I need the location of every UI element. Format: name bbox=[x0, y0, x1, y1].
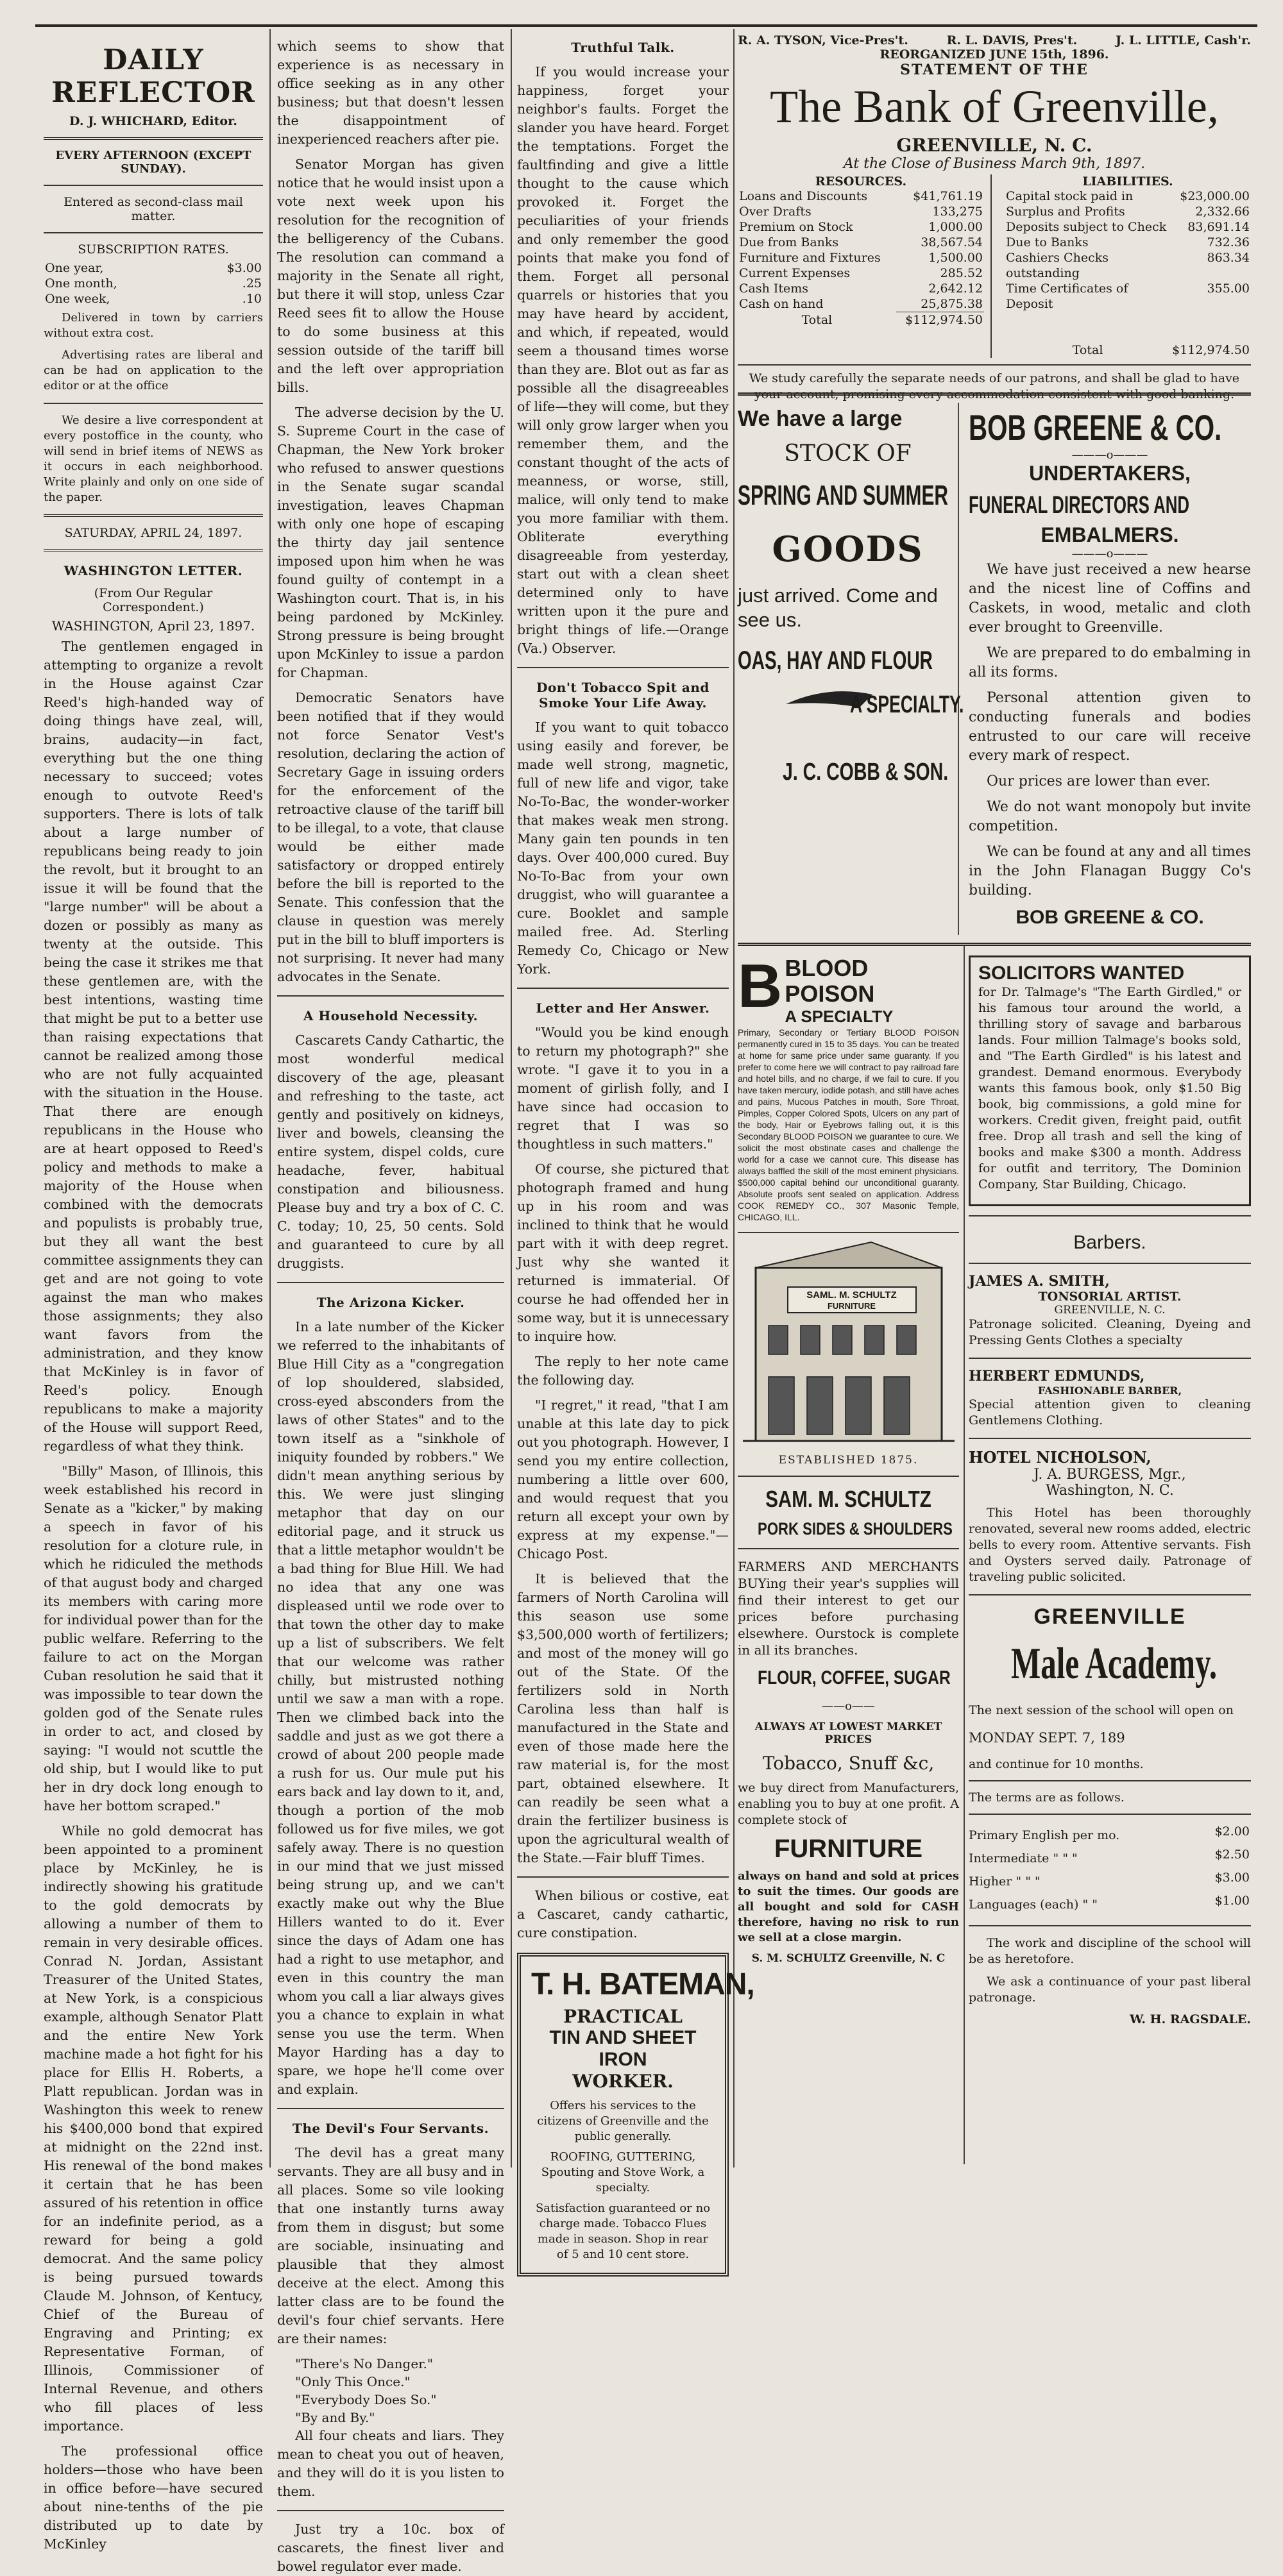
resources bbox=[738, 174, 992, 358]
rate-price: .25 bbox=[242, 276, 262, 290]
article-paragraph: "I regret," it read, "that I am unable at this late day to pick out you photograph. However, I send you my entire collection, numbering a little over 600, and would request that you return all except your own by express at my expense."—Chicago Post. bbox=[517, 1397, 729, 1562]
building-sign: SAML. M. SCHULTZ bbox=[806, 1290, 897, 1301]
academy-sign: W. H. RAGSDALE. bbox=[1130, 2012, 1251, 2026]
greene-p6: We can be found at any and all times in the John Flanagan Buggy Co's building. bbox=[969, 844, 1251, 898]
article-paragraph: The adverse decision by the U. S. Supreme Court in the case of Chapman, the New York broker who refused to answer questions in the Senate sugar scandal investigation, leaves Chapman with only one hope of escaping the thirty day jail sentence imposed upon him when he was found guilty of contempt in a Washington court. That is, in his being pardoned by McKinley. Strong pressure is being brought upon McKinley to issue a pardon for Chapman. bbox=[277, 405, 504, 680]
table-row bbox=[1005, 189, 1251, 204]
article-paragraph: All four cheats and liars. They mean to cheat you out of heaven, and they will do it is you listen to them. bbox=[277, 2428, 504, 2499]
solicitors-ad bbox=[969, 955, 1251, 1206]
schultz-building-illustration bbox=[743, 1242, 955, 1447]
column-divider bbox=[733, 29, 735, 2168]
academy-next: The next session of the school will open on bbox=[969, 1703, 1234, 1717]
advertising-note: Advertising rates are liberal and can be had on application to the editor or at the office bbox=[44, 348, 263, 392]
table-cell: Loans and Discounts bbox=[739, 189, 868, 203]
smith-title: TONSORIAL ARTIST. bbox=[1038, 1290, 1182, 1304]
table-cell: Time Certificates of Deposit bbox=[1006, 282, 1128, 311]
table-cell: Intermediate " " " bbox=[969, 1851, 1078, 1865]
table-row bbox=[738, 204, 984, 219]
smith-body: Patronage solicited. Cleaning, Dyeing and Pressing Gents Clothes a specialty bbox=[969, 1317, 1251, 1347]
nicholson-mgr: J. A. BURGESS, Mgr., bbox=[1033, 1467, 1186, 1483]
table-row bbox=[738, 265, 984, 281]
article-paragraph: If you would increase your happiness, forget your neighbor's faults. Forget the slander you have heard. Forget the temptations. Forget the faultfinding and give a little thought to the cause which provoked it. Forget the peculiarities of your friends and only remember the good points that make you fond of them. Forget all personal quarrels or histories that you may have heard by accident, and which, if repeated, would seem a thousand times worse than they are. Blot out as far as possible all the disagreeables of life—they will come, but they will only grow larger when you remember them, and the constant thought of the acts of meanness, or worse, still, malice, will only tend to make you more familiar with them. Obliterate everything disagreeable from yesterday, start out with a clean sheet determined only to have written upon it the pure and bright things of life.—Orange (Va.) Observer. bbox=[517, 64, 729, 656]
bateman-name: T. H. BATEMAN, bbox=[531, 1967, 754, 2001]
greene-name: BOB GREENE & CO. bbox=[969, 407, 1222, 448]
academy-terms-table bbox=[969, 1824, 1251, 1916]
cashier: J. L. LITTLE, Cash'r. bbox=[1116, 33, 1251, 47]
rate-row bbox=[44, 291, 263, 307]
cobb-line1: We have a large bbox=[738, 407, 903, 431]
bank-statement: STATEMENT OF THE bbox=[900, 62, 1089, 78]
column-3 bbox=[517, 37, 754, 2261]
vice-president: R. A. TYSON, Vice-Pres't. bbox=[738, 33, 908, 47]
edmunds-name: HERBERT EDMUNDS, bbox=[969, 1368, 1145, 1385]
edition-line: EVERY AFTERNOON (EXCEPT SUNDAY). bbox=[55, 149, 251, 176]
bateman-footer: Satisfaction guaranteed or no charge made. Tobacco Flues made in season. Shop in rear of 5 and 10 cent store. bbox=[535, 2201, 711, 2261]
schultz-buy: we buy direct from Manufacturers, enabling you to buy at one profit. A complete stock of bbox=[738, 1781, 959, 1827]
table-row bbox=[738, 312, 984, 328]
academy-name: Male Academy. bbox=[1011, 1639, 1218, 1688]
table-row bbox=[1005, 250, 1251, 281]
rates-table bbox=[44, 260, 263, 307]
academy-terms-heading: The terms are as follows. bbox=[969, 1790, 1125, 1805]
bank-name: The Bank of Greenville, bbox=[770, 81, 1219, 132]
list-item: "There's No Danger." bbox=[295, 2356, 434, 2371]
academy-continue: and continue for 10 months. bbox=[969, 1757, 1144, 1771]
article-paragraph: The reply to her note came the following day. bbox=[517, 1354, 729, 1388]
schultz-furniture: FURNITURE bbox=[774, 1835, 923, 1863]
cobb-line5: just arrived. Come and see us. bbox=[738, 584, 938, 631]
column-divider bbox=[269, 29, 271, 2168]
bank-reorg: REORGANIZED JUNE 15th, 1896. bbox=[879, 47, 1109, 62]
table-cell: $2.00 bbox=[1214, 1824, 1250, 1839]
table-cell: Over Drafts bbox=[739, 205, 811, 219]
nicholson-body: This Hotel has been thoroughly renovated, several new rooms added, electric bells to every room. Attentive servants. Fish and Oysters served daily. Patronage of traveling public solicited. bbox=[969, 1506, 1252, 1584]
column-divider bbox=[511, 29, 512, 2168]
bateman-line3: WORKER. bbox=[572, 2071, 674, 2092]
table-cell: Capital stock paid in bbox=[1006, 189, 1134, 203]
resources-table bbox=[738, 189, 984, 328]
bank-bottom-rule bbox=[738, 392, 1251, 396]
barbers-heading: Barbers. bbox=[1073, 1232, 1146, 1253]
divider-ornament: ———o——— bbox=[1071, 547, 1148, 560]
washington-byline: (From Our Regular Correspondent.) bbox=[94, 586, 213, 614]
rate-term: One year, bbox=[45, 261, 104, 275]
building-sign2: FURNITURE bbox=[827, 1301, 876, 1311]
schultz-signoff: S. M. SCHULTZ Greenville, N. C bbox=[751, 1952, 946, 1965]
bloodpoison-title: BLOOD POISON bbox=[785, 955, 875, 1007]
column-4-lower bbox=[738, 952, 959, 2161]
schultz-pork: PORK SIDES & SHOULDERS bbox=[758, 1519, 953, 1538]
column-2 bbox=[277, 37, 504, 2574]
greene-p2: We are prepared to do embalming in all its forms. bbox=[969, 645, 1251, 680]
table-row bbox=[738, 189, 984, 204]
table-cell: 2,642.12 bbox=[928, 282, 983, 296]
table-cell: $23,000.00 bbox=[1180, 189, 1250, 203]
table-cell: Surplus and Profits bbox=[1006, 205, 1125, 219]
divider-ornament: ——o—— bbox=[822, 1699, 875, 1713]
table-cell: Languages (each) " " bbox=[969, 1898, 1098, 1912]
table-row bbox=[738, 219, 984, 235]
greene-p1: We have just received a new hearse and the nicest line of Coffins and Caskets, in wood, metalic and cloth ever brought to Greenville. bbox=[969, 562, 1251, 636]
list-item: "Everybody Does So." bbox=[295, 2392, 437, 2407]
table-cell: $112,974.50 bbox=[1172, 343, 1250, 357]
table-cell: 38,567.54 bbox=[921, 235, 983, 249]
table-cell: Primary English per mo. bbox=[969, 1828, 1120, 1842]
list-item: "Only This Once." bbox=[295, 2374, 411, 2389]
washington-heading: WASHINGTON LETTER. bbox=[64, 563, 243, 578]
smith-name: JAMES A. SMITH, bbox=[969, 1273, 1110, 1290]
greene-l3: EMBALMERS. bbox=[1041, 523, 1179, 546]
cobb-line8: J. C. COBB & SON. bbox=[783, 759, 949, 786]
kicker-heading: The Arizona Kicker. bbox=[316, 1295, 465, 1310]
divider-ornament: ———o——— bbox=[1071, 448, 1148, 462]
table-cell: Total bbox=[1072, 343, 1103, 357]
cobb-line4: GOODS bbox=[772, 528, 924, 569]
delivery-note: Delivered in town by carriers without extra cost. bbox=[44, 311, 263, 340]
liabilities-heading: LIABILITIES. bbox=[1082, 174, 1173, 189]
top-rule bbox=[35, 24, 1257, 27]
resources-heading: RESOURCES. bbox=[815, 174, 907, 189]
table-cell: $2.50 bbox=[1214, 1848, 1250, 1862]
masthead-title: DAILY REFLECTOR bbox=[51, 44, 255, 109]
bloodpoison-specialty: A SPECIALTY bbox=[785, 1007, 894, 1026]
rate-price: .10 bbox=[242, 292, 262, 306]
bank-statement-table bbox=[738, 174, 1251, 358]
article-paragraph: "Would you be kind enough to return my photograph?" she wrote. "I gave it to you in a moment of girlish folly, and I have since had occasion to regret that I was so thoughtless in such matters." bbox=[517, 1025, 729, 1152]
table-cell: 355.00 bbox=[1207, 282, 1250, 296]
table-row bbox=[969, 1870, 1251, 1893]
academy-work: The work and discipline of the school will be as heretofore. bbox=[969, 1936, 1251, 1966]
table-cell: 863.34 bbox=[1207, 251, 1250, 265]
table-row bbox=[969, 1824, 1251, 1847]
table-cell: 1,500.00 bbox=[928, 251, 983, 265]
liabilities-table bbox=[1005, 189, 1251, 358]
bank-ad bbox=[738, 33, 1251, 401]
article-paragraph: It is believed that the farmers of North Carolina will this season use some $3,500,000 worth of fertilizers; and most of the money will go out of the State. Of the fertilizers sold in North Carolina less than half is manufactured in the State and even of those made here the raw material is, for the most part, obtained elsewhere. It can readily be seen what a drain the fertilizer business is upon the agricultural wealth of the State.—Fair bluff Times. bbox=[517, 1571, 729, 1865]
table-cell: Cashiers Checks outstanding bbox=[1006, 251, 1109, 280]
letter-heading: Letter and Her Answer. bbox=[536, 1000, 710, 1016]
table-cell: Current Expenses bbox=[739, 266, 851, 280]
bateman-services: ROOFING, GUTTERING, Spouting and Stove Work, a specialty. bbox=[541, 2150, 705, 2194]
column-1 bbox=[44, 37, 263, 2552]
table-cell: $112,974.50 bbox=[896, 312, 984, 328]
schultz-always: ALWAYS AT LOWEST MARKET PRICES bbox=[754, 1721, 942, 1746]
table-cell: Higher " " " bbox=[969, 1874, 1041, 1889]
column-divider bbox=[964, 946, 965, 2164]
table-cell: Cash on hand bbox=[739, 297, 824, 311]
subscription-heading: SUBSCRIPTION RATES. bbox=[78, 242, 229, 257]
cobb-ad bbox=[738, 403, 964, 935]
rate-row bbox=[44, 260, 263, 276]
bateman-ad bbox=[517, 1953, 754, 2277]
table-row bbox=[1005, 204, 1251, 219]
academy-greenville: GREENVILLE bbox=[1033, 1604, 1186, 1629]
table-cell: 285.52 bbox=[940, 266, 983, 280]
issue-date: SATURDAY, APRIL 24, 1897. bbox=[64, 526, 242, 540]
table-cell: 83,691.14 bbox=[1187, 220, 1250, 234]
tobacco-heading: Don't Tobacco Spit and Smoke Your Life Away. bbox=[536, 680, 709, 711]
entered-line: Entered as second-class mail matter. bbox=[64, 195, 243, 223]
greene-p5: We do not want monopoly but invite competition. bbox=[969, 799, 1251, 834]
table-cell: Furniture and Fixtures bbox=[739, 251, 881, 265]
schultz-name: SAM. M. SCHULTZ bbox=[765, 1486, 931, 1512]
article-paragraph: If you want to quit tobacco using easily and forever, be made well strong, magnetic, full of new life and vigor, take No-To-Bac, the wonder-worker that makes weak men strong. Many gain ten pounds in ten days. Over 400,000 cured. Buy No-To-Bac from your own druggist, who will guarantee a cure. Booklet and sample mailed free. Ad. Sterling Remedy Co, Chicago or New York. bbox=[517, 720, 729, 977]
nicholson-name: HOTEL NICHOLSON, bbox=[969, 1448, 1151, 1467]
article-paragraph: Cascarets Candy Cathartic, the most wonderful medical discovery of the age, pleasant and refreshing to the taste, act gently and positively on kidneys, liver and bowels, cleansing the entire system, dispel colds, cure headache, fever, habitual constipation and biliousness. Please buy and try a box of C. C. C. today; 10, 25, 50 cents. Sold and guaranteed to cure by all druggists. bbox=[277, 1032, 504, 1271]
article-paragraph: Senator Morgan has given notice that he would insist upon a vote next week upon his resolution for the recognition of the belligerency of the Cubans. The resolution can command a majority in the Senate all right, but there it will stop, unless Czar Reed sees fit to allow the House to do some business at this session outside of the tariff bill and the left over appropriation bills. bbox=[277, 156, 504, 395]
academy-ask: We ask a continuance of your past liberal patronage. bbox=[969, 1974, 1251, 2005]
table-row bbox=[738, 235, 984, 250]
table-cell: Cash Items bbox=[739, 282, 809, 296]
correspondent-note: We desire a live correspondent at every postoffice in the county, who will send in brief items of NEWS as it occurs in each neighborhood. Write plainly and only on one side of the paper. bbox=[44, 414, 263, 504]
schultz-farmers: FARMERS AND MERCHANTS BUYing their year's supplies will find their interest to get our prices before purchasing elsewhere. Ourstock is complete in all its branches. bbox=[738, 1559, 959, 1658]
table-row bbox=[738, 296, 984, 312]
store-building-icon bbox=[743, 1242, 955, 1447]
table-row bbox=[969, 1893, 1251, 1916]
column-5-lower bbox=[969, 955, 1251, 2161]
article-paragraph: While no gold democrat has been appointed to a prominent place by McKinley, he is indirectly showing his gratitude to the gold democrats by allowing a number of them to remain in very desirable offices. Conrad N. Jordan, Assistant Treasurer of the United States, at New York, is a conspicious example, although Senator Platt and the entire New York machine made a hot fight for his place for Ellis H. Roberts, a Platt republican. Jordan was in Washington this week to renew his $400,000 bond that expired at midnight on the 22nd inst. His renewal of the bond makes it certain that he has been assured of his retention in office for an indefinite period, as a reward for being a gold democrat. And the same policy is being pursued towards Claude M. Johnson, of Kentucy, Chief of the Bureau of Engraving and Printing; ex Representative Forman, of Illinois, Commissioner of Internal Revenue, and others who fill places of less importance. bbox=[44, 1823, 263, 2434]
table-cell: Total bbox=[801, 312, 833, 327]
article-paragraph: In a late number of the Kicker we referred to the inhabitants of Blue Hill City as a "congregation of lop shouldered, slabsided, cross-eyed absconders from the laws of other States" and to the town itself as a "sinkhole of iniquity founded by robbers." We didn't mean anything serious by this. We were just slinging metaphor that day on our editorial page, and it struck us that a little metaphor wouldn't be a bad thing for Blue Hill. We had no idea that any one was displeased until we rode over to that town the other day to make up a list of subscribers. We felt that our welcome was rather chilly, but mistrusted nothing until we saw a man with a rope. Then we climbed back into the saddle and just as we got there a crowd of about 200 people made a rush for us. Our mule put his ears back and lay down to it, and, though a portion of the mob followed us for five miles, we got safely away. There is no question in our mind that we just missed being strung up, and we can't exactly make out why the Blue Hillers wanted to do it. Ever since the days of Adam one has had a right to use metaphor, and even in this country the man whom you call a liar always gives you a chance to explain in what sense you use the term. When Mayor Harding has a day to spare, we hope he'll come over and explain. bbox=[277, 1319, 504, 2097]
solicitors-heading: SOLICITORS WANTED bbox=[978, 963, 1185, 984]
president: R. L. DAVIS, Pres't. bbox=[946, 33, 1078, 47]
cobb-line3: SPRING AND SUMMER bbox=[738, 480, 949, 511]
liabilities bbox=[1005, 174, 1251, 358]
editor-line: D. J. WHICHARD, Editor. bbox=[69, 114, 237, 128]
greene-sign: BOB GREENE & CO. bbox=[1015, 907, 1204, 928]
article-paragraph: The devil has a great many servants. They are all busy and in all places. Some so vile looking that one instantly turns away from them in disgust; but some are sociable, insinuating and plausible that they almost deceive at the elect. Among this latter class are to be found the devil's four chief servants. Here are their names: bbox=[277, 2145, 504, 2346]
article-paragraph: "Billy" Mason, of Illinois, this week established his record in Senate as a "kicker," by making a speech in favor of his resolution for a cloture rule, in which he ridiculed the methods of that august body and charged its members with caring more for individual power than for the public welfare. Referring to the failure to act on the Morgan Cuban resolution he said that it was impossible to tear down the golden god of the Senate rules in order to act, and closed by saying: "I would not scuttle the old ship, but I would like to put her in dry dock long enough to have her bottom scraped." bbox=[44, 1463, 263, 1814]
academy-date: MONDAY SEPT. 7, 189 bbox=[969, 1730, 1125, 1746]
greene-p4: Our prices are lower than ever. bbox=[987, 773, 1211, 789]
edmunds-body: Special attention given to cleaning Gentlemens Clothing. bbox=[969, 1397, 1251, 1427]
section-rule bbox=[738, 943, 1251, 946]
bloodpoison-body: Primary, Secondary or Tertiary BLOOD POISON permanently cured in 15 to 35 days. You can be treated at home for same price under same guaranty. If you prefer to come here we will contract to pay railroad fare and hotel bills, and no charge, if we fail to cure. If you have taken mercury, iodide potash, and still have aches and pains, Mucous Patches in mouth, Sore Throat, Pimples, Copper Colored Spots, Ulcers on any part of the body, Hair or Eyebrows falling out, it is this Secondary BLOOD POISON we guarantee to cure. We solicit the most obstinate cases and challenge the world for a case we cannot cure. This disease has always baffled the skill of the most eminent physicians. $500,000 capital behind our unconditional guaranty. Absolute proofs sent sealed on application. Address COOK REMEDY CO., 307 Masonic Temple, CHICAGO, ILL. bbox=[738, 1027, 959, 1222]
schultz-tobacco: Tobacco, Snuff &c, bbox=[762, 1753, 935, 1774]
table-cell: 1,000.00 bbox=[928, 220, 983, 234]
bank-note: We study carefully the separate needs of our patrons, and shall be glad to have your account, promising every accommodation consistent with good banking. bbox=[738, 364, 1251, 403]
table-row bbox=[738, 281, 984, 296]
greene-l1: UNDERTAKERS, bbox=[1029, 462, 1191, 485]
table-row bbox=[738, 250, 984, 265]
table-cell: Due to Banks bbox=[1006, 235, 1089, 249]
schultz-established: ESTABLISHED 1875. bbox=[778, 1454, 919, 1467]
devil-heading: The Devil's Four Servants. bbox=[292, 2121, 489, 2136]
cobb-specialty bbox=[738, 682, 964, 733]
table-cell: $1.00 bbox=[1214, 1894, 1250, 1908]
greene-p3: Personal attention given to conducting funerals and bodies entrusted to our care will receive every mark of respect. bbox=[969, 690, 1251, 764]
table-cell: $41,761.19 bbox=[913, 189, 983, 203]
rate-term: One week, bbox=[45, 292, 110, 306]
schultz-flour: FLOUR, COFFEE, SUGAR bbox=[758, 1667, 951, 1688]
bateman-line1: PRACTICAL bbox=[563, 2006, 683, 2027]
table-row bbox=[1005, 235, 1251, 250]
cobb-line2: STOCK OF bbox=[784, 441, 912, 467]
truthful-heading: Truthful Talk. bbox=[571, 40, 675, 55]
table-row bbox=[1005, 281, 1251, 312]
article-paragraph: Just try a 10c. box of cascarets, the finest liver and bowel regulator ever made. bbox=[277, 2521, 504, 2574]
smith-place: GREENVILLE, N. C. bbox=[1054, 1304, 1166, 1317]
table-cell: Premium on Stock bbox=[739, 220, 853, 234]
washington-dateline: WASHINGTON, April 23, 1897. bbox=[51, 618, 255, 634]
cobb-line6: OAS, HAY AND FLOUR bbox=[738, 646, 933, 675]
bank-officers bbox=[738, 33, 1251, 47]
article-paragraph: Democratic Senators have been notified that if they would not force Senator Vest's resolution, declaring the action of Secretary Gage in issuing orders for the enforcement of the retroactive clause of the tariff bill to be illegal, to a vote, that clause would be either made satisfactory or dropped entirely before the bill is reported to the Senate. This confession that the clause in question was merely put in the bill to bluff importers is not surprising. It never had many advocates in the Senate. bbox=[277, 690, 504, 984]
devil-names bbox=[277, 2355, 504, 2427]
table-cell: 133,275 bbox=[932, 205, 983, 219]
bateman-line2: TIN AND SHEET IRON bbox=[549, 2027, 697, 2070]
drop-cap: B bbox=[738, 952, 783, 1020]
article-paragraph: The professional office holders—those who have been in office before—have secured about nine-tenths of the pie distributed up to date by McKinley bbox=[44, 2443, 263, 2552]
household-heading: A Household Necessity. bbox=[303, 1008, 479, 1023]
greene-ad bbox=[969, 403, 1251, 935]
schultz-hand: always on hand and sold at prices to suit the times. Our goods are all bought and sold for CASH therefore, having no risk to run we sell at a close margin. bbox=[738, 1869, 959, 1944]
table-row bbox=[969, 1847, 1251, 1870]
cobb-line7: A SPECIALTY. bbox=[850, 691, 964, 718]
solicitors-body: for Dr. Talmage's "The Earth Girdled," or his famous tour around the world, a thrilling story of savage and barbarous lands. Four million Talmage's books sold, and "The Earth Girdled" is his latest and grandest. Demand enormous. Everybody wants this famous book, only $1.50 Big book, big commissions, a gold mine for workers. Credit given, freight paid, outfit free. Drop all trash and sell the king of books and make $300 a month. Address for outfit and territory, The Dominion Company, Star Building, Chicago. bbox=[978, 985, 1241, 1191]
bloodpoison-header bbox=[738, 952, 959, 1027]
bateman-body: Offers his services to the citizens of Greenville and the public generally. bbox=[537, 2099, 709, 2143]
table-cell: 2,332.66 bbox=[1195, 205, 1250, 219]
nicholson-place: Washington, N. C. bbox=[1046, 1483, 1174, 1499]
table-cell: $3.00 bbox=[1214, 1871, 1250, 1885]
bloodpoison-ad bbox=[738, 952, 959, 1223]
bank-close: At the Close of Business March 9th, 1897. bbox=[843, 156, 1146, 172]
article-paragraph: When bilious or costive, eat a Cascaret, candy cathartic, cure constipation. bbox=[517, 1888, 729, 1940]
table-cell: 732.36 bbox=[1207, 235, 1250, 249]
article-paragraph: The gentlemen engaged in attempting to organize a revolt in the House against Czar Reed's high-handed way of doing things have zeal, will, brains, audacity—in fact, everything but the one thing necessary to succeed; votes enough to outvote Reed's supporters. There is lots of talk about a large number of republicans being ready to join the revolt, but it brought to an issue it will be found that the "large number" will be about a dozen or possibly as many as twenty at the outside. This being the case it strikes me that these gentlemen are, with the best intentions, wasting time that might be put to a better use than raising expectations that cannot be realized among those who are not fully acquainted with the situation in the House. That there are enough republicans in the House who are at heart opposed to Reed's policy and methods to make a majority of the House when combined with the democrats and populists is probably true, but they all want the best committee assignments they can get and are not going to vote against the man who makes those assignments; they also want favors from the administration, and they know that McKinley is in favor of Reed's policy. Enough republicans to make a majority of the House will support Reed, regardless of what they think. bbox=[44, 639, 263, 1454]
table-cell: Deposits subject to Check bbox=[1006, 220, 1167, 234]
article-paragraph: which seems to show that experience is as necessary in office seeking as in any other business; but that doesn't lessen the disappointment of inexperienced reachers after pie. bbox=[277, 38, 504, 147]
rate-price: $3.00 bbox=[226, 261, 262, 275]
table-cell: 25,875.38 bbox=[921, 297, 983, 311]
table-row bbox=[1005, 312, 1251, 358]
greene-l2: FUNERAL DIRECTORS AND bbox=[969, 492, 1190, 519]
rate-row bbox=[44, 276, 263, 291]
table-row bbox=[1005, 219, 1251, 235]
list-item: "By and By." bbox=[295, 2410, 375, 2425]
rate-term: One month, bbox=[45, 276, 117, 290]
article-paragraph: Of course, she pictured that photograph framed and hung up in his room and was inclined to think that he would part with it with deep regret. Just why she wanted it returned is immaterial. Of course he had offended her in some way, but it is unnecessary to inquire how. bbox=[517, 1161, 729, 1344]
table-cell: Due from Banks bbox=[739, 235, 839, 249]
edmunds-title: FASHIONABLE BARBER, bbox=[1037, 1385, 1182, 1397]
bank-place: GREENVILLE, N. C. bbox=[896, 135, 1092, 156]
